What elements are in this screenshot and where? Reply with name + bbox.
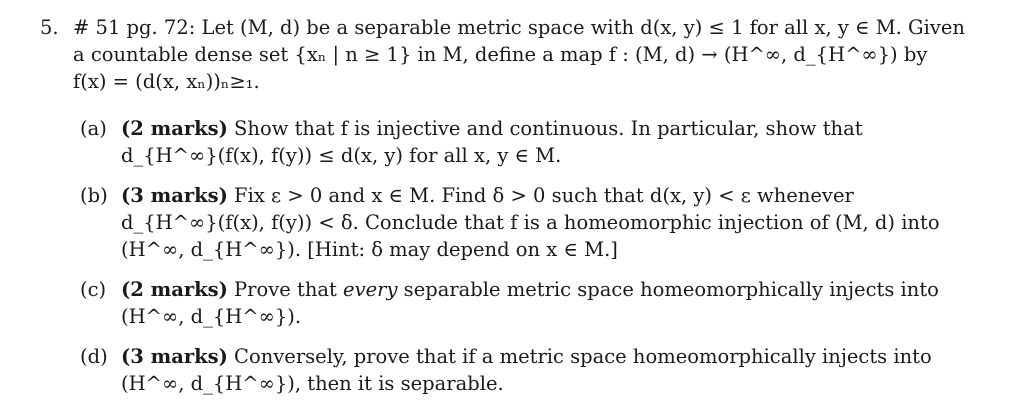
part-label: (c)	[80, 278, 107, 301]
part-text-line-2: d_{H^∞}(f(x), f(y)) < δ. Conclude that f is a homeomorphic injection of (M, d) into	[121, 211, 940, 234]
part-text-line-2: (H^∞, d_{H^∞}).	[121, 305, 302, 328]
part-label: (d)	[80, 345, 108, 368]
problem-number: 5.	[40, 16, 59, 39]
part-text-line-1: Show that f is injective and continuous. In particular, show that	[234, 117, 863, 140]
part-marks: (2 marks)	[121, 278, 228, 301]
part-text-line-2: d_{H^∞}(f(x), f(y)) ≤ d(x, y) for all x, y ∈ M.	[121, 144, 562, 167]
part-c	[80, 276, 980, 330]
part-a	[80, 115, 980, 169]
problem-line-3: f(x) = (d(x, xₙ))ₙ≥₁.	[73, 70, 260, 93]
part-marks: (3 marks)	[121, 345, 228, 368]
problem-line-2: a countable dense set {xₙ | n ≥ 1} in M, define a map f : (M, d) → (H^∞, d_{H^∞}) by	[73, 43, 928, 66]
part-b	[80, 182, 980, 263]
problem-5	[40, 14, 980, 95]
part-label: (b)	[80, 184, 108, 207]
part-marks: (2 marks)	[121, 117, 228, 140]
part-d	[80, 343, 980, 397]
part-text-pre: Prove that	[234, 278, 344, 301]
part-text-emphasis: every	[343, 278, 398, 301]
part-text-line-3: (H^∞, d_{H^∞}). [Hint: δ may depend on x ∈ M.]	[121, 238, 618, 261]
problem-parts	[80, 115, 980, 410]
part-text-line-1: Fix ε > 0 and x ∈ M. Find δ > 0 such that d(x, y) < ε whenever	[234, 184, 854, 207]
problem-statement-line-1: # 51 pg. 72: Let (M, d) be a separable metric space with d(x, y) ≤ 1 for all x, y ∈ M. Given	[73, 16, 965, 39]
part-text-line-2: (H^∞, d_{H^∞}), then it is separable.	[121, 372, 504, 395]
part-marks: (3 marks)	[121, 184, 228, 207]
part-text-post: separable metric space homeomorphically injects into	[397, 278, 939, 301]
problem-line-1	[40, 14, 980, 41]
part-text-line-1: Conversely, prove that if a metric space homeomorphically injects into	[234, 345, 932, 368]
part-label: (a)	[80, 117, 107, 140]
